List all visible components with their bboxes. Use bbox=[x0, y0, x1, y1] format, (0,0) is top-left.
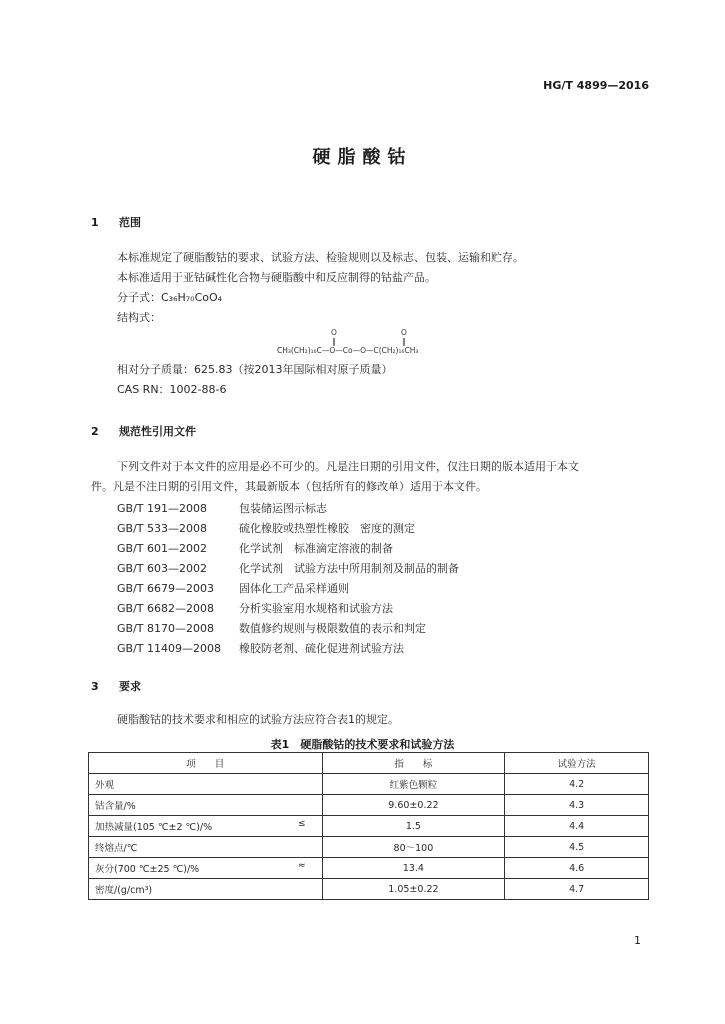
formula-label: 分子式： bbox=[117, 291, 161, 304]
table-header-row bbox=[89, 753, 649, 774]
method-cell: 4.3 bbox=[505, 795, 649, 816]
method-cell: 4.6 bbox=[505, 858, 649, 879]
table-row bbox=[89, 816, 649, 837]
requirements-table bbox=[88, 752, 649, 900]
reference-item bbox=[117, 620, 426, 636]
reference-code: GB/T 6679—2003 bbox=[117, 582, 214, 595]
structure-chain: CH₃(CH₂)₁₆C—O—Co—O—C(CH₂)₁₆CH₃ bbox=[277, 346, 419, 355]
comparator: ≈ bbox=[298, 861, 306, 871]
reference-item bbox=[117, 600, 393, 616]
section-2-heading bbox=[91, 423, 196, 439]
reference-item bbox=[117, 500, 327, 516]
page-number: 1 bbox=[634, 934, 641, 947]
method-cell: 4.7 bbox=[505, 879, 649, 900]
item-cell bbox=[89, 858, 323, 879]
spec-cell: 红紫色颗粒 bbox=[322, 774, 505, 795]
reference-code: GB/T 533—2008 bbox=[117, 522, 207, 535]
reference-title: 硫化橡胶或热塑性橡胶 密度的测定 bbox=[239, 522, 415, 535]
method-cell: 4.5 bbox=[505, 837, 649, 858]
table-row bbox=[89, 879, 649, 900]
structure-double-bond-left: ‖ bbox=[332, 337, 336, 346]
cas-number: CAS RN：1002-88-6 bbox=[117, 383, 227, 396]
molecular-weight: 相对分子质量：625.83（按2013年国际相对原子质量） bbox=[117, 363, 393, 376]
structure-oxygen-right: O bbox=[401, 328, 407, 337]
reference-title: 分析实验室用水规格和试验方法 bbox=[239, 602, 393, 615]
section-title: 规范性引用文件 bbox=[119, 425, 196, 438]
section-title: 范围 bbox=[119, 216, 141, 229]
reference-title: 化学试剂 标准滴定溶液的制备 bbox=[239, 542, 393, 555]
reference-title: 数值修约规则与极限数值的表示和判定 bbox=[239, 622, 426, 635]
section-1-heading bbox=[91, 214, 141, 230]
reference-title: 固体化工产品采样通则 bbox=[239, 582, 349, 595]
column-header-method: 试验方法 bbox=[505, 753, 649, 774]
reference-item bbox=[117, 520, 415, 536]
reference-item bbox=[117, 640, 404, 656]
table-row bbox=[89, 837, 649, 858]
spec-cell: 1.05±0.22 bbox=[322, 879, 505, 900]
spec-cell: 13.4 bbox=[322, 858, 505, 879]
reference-code: GB/T 601—2002 bbox=[117, 542, 207, 555]
item-cell bbox=[89, 774, 323, 795]
reference-item bbox=[117, 580, 349, 596]
structure-label: 结构式： bbox=[117, 311, 161, 324]
section-3-heading bbox=[91, 678, 141, 694]
item-name: 灰分(700 ℃±25 ℃)/% bbox=[95, 864, 200, 875]
paragraph: 下列文件对于本文件的应用是必不可少的。凡是注日期的引用文件，仅注日期的版本适用于本文 bbox=[117, 460, 579, 473]
reference-title: 化学试剂 试验方法中所用制剂及制品的制备 bbox=[239, 562, 459, 575]
table-caption: 表1 硬脂酸钴的技术要求和试验方法 bbox=[270, 738, 455, 751]
item-name: 密度/(g/cm³) bbox=[95, 885, 153, 896]
item-name: 加热减量(105 ℃±2 ℃)/% bbox=[95, 822, 213, 833]
reference-item bbox=[117, 560, 459, 576]
structure-oxygen-left: O bbox=[331, 328, 337, 337]
item-name: 钴含量/% bbox=[95, 801, 136, 812]
spec-cell: 80～100 bbox=[322, 837, 505, 858]
comparator: ≤ bbox=[298, 819, 306, 829]
item-name: 终熔点/℃ bbox=[95, 843, 138, 854]
reference-code: GB/T 191—2008 bbox=[117, 502, 207, 515]
structure-double-bond-right: ‖ bbox=[402, 337, 406, 346]
paragraph: 硬脂酸钴的技术要求和相应的试验方法应符合表1的规定。 bbox=[117, 713, 399, 726]
column-header-spec: 指 标 bbox=[322, 753, 505, 774]
item-cell bbox=[89, 795, 323, 816]
spec-cell: 1.5 bbox=[322, 816, 505, 837]
item-cell bbox=[89, 879, 323, 900]
item-name: 外观 bbox=[95, 780, 115, 791]
table-row bbox=[89, 858, 649, 879]
method-cell: 4.2 bbox=[505, 774, 649, 795]
document-title: 硬脂酸钴 bbox=[312, 147, 413, 168]
reference-code: GB/T 6682—2008 bbox=[117, 602, 214, 615]
spec-cell: 9.60±0.22 bbox=[322, 795, 505, 816]
reference-item bbox=[117, 540, 393, 556]
formula-line bbox=[117, 291, 222, 305]
section-number: 1 bbox=[91, 216, 99, 229]
method-cell: 4.4 bbox=[505, 816, 649, 837]
paragraph: 本标准规定了硬脂酸钴的要求、试验方法、检验规则以及标志、包装、运输和贮存。 bbox=[117, 251, 524, 264]
paragraph: 件。凡是不注日期的引用文件，其最新版本（包括所有的修改单）适用于本文件。 bbox=[91, 480, 487, 493]
reference-code: GB/T 603—2002 bbox=[117, 562, 207, 575]
reference-code: GB/T 8170—2008 bbox=[117, 622, 214, 635]
item-cell bbox=[89, 816, 323, 837]
table-row bbox=[89, 795, 649, 816]
section-title: 要求 bbox=[119, 680, 141, 693]
standard-number: HG/T 4899—2016 bbox=[543, 79, 649, 92]
section-number: 3 bbox=[91, 680, 99, 693]
section-number: 2 bbox=[91, 425, 99, 438]
item-cell bbox=[89, 837, 323, 858]
reference-title: 橡胶防老剂、硫化促进剂试验方法 bbox=[239, 642, 404, 655]
reference-code: GB/T 11409—2008 bbox=[117, 642, 221, 655]
column-header-item: 项 目 bbox=[89, 753, 323, 774]
reference-title: 包装储运图示标志 bbox=[239, 502, 327, 515]
paragraph: 本标准适用于亚钴碱性化合物与硬脂酸中和反应制得的钴盐产品。 bbox=[117, 271, 436, 284]
table-row bbox=[89, 774, 649, 795]
molecular-formula: C₃₆H₇₀CoO₄ bbox=[161, 291, 223, 304]
